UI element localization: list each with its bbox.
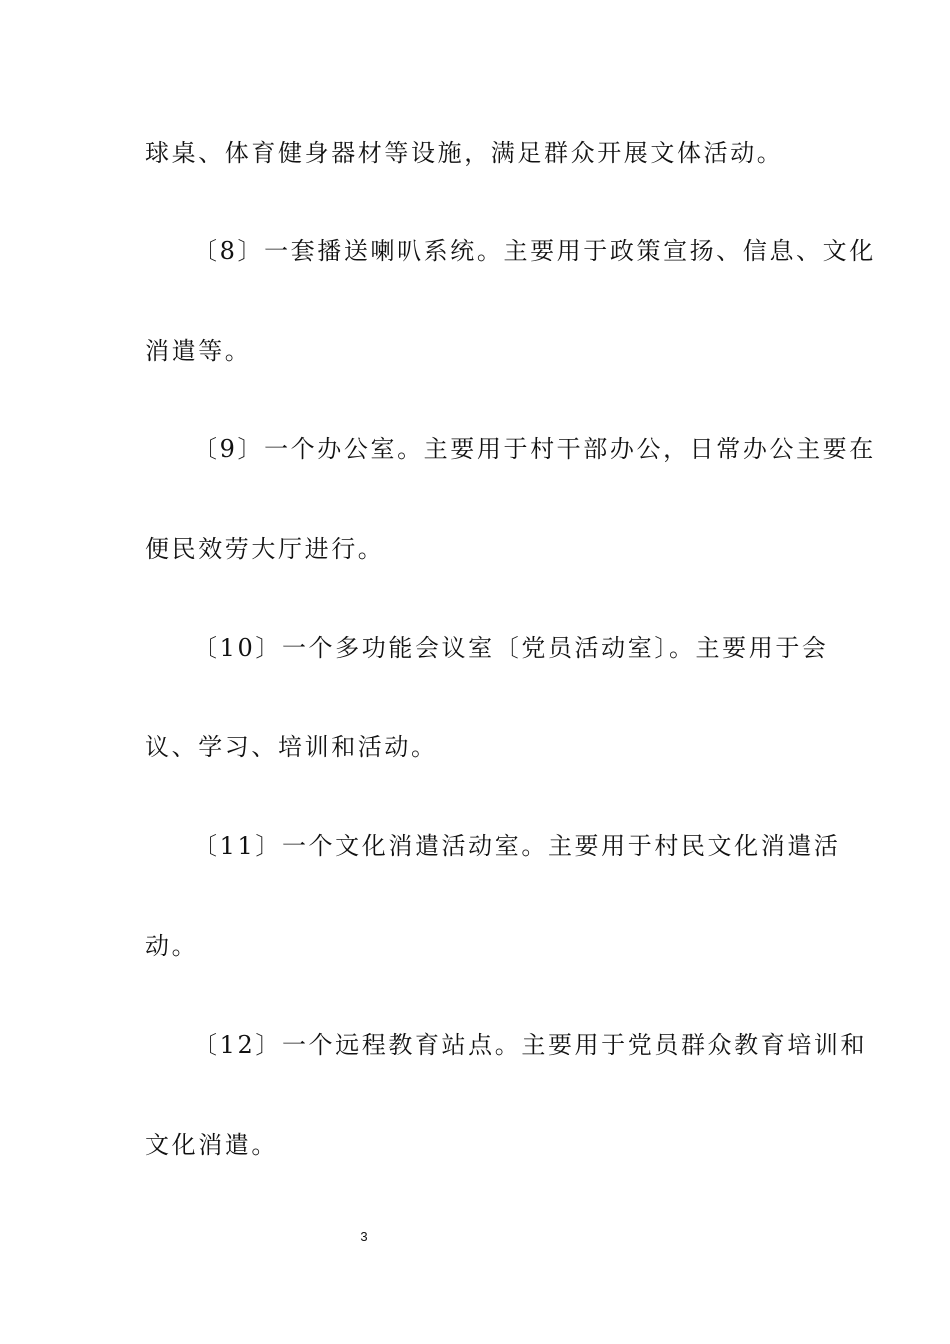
text-line: 便民效劳大厅进行。 [145,535,385,563]
text-line: 动。 [145,932,199,960]
paragraph-item-9: 〔9〕一个办公室。主要用于村干部办公，日常办公主要在 [193,435,876,463]
paragraph-item-12: 〔12〕一个远程教育站点。主要用于党员群众教育培训和 [193,1031,868,1059]
paragraph-item-11: 〔11〕一个文化消遣活动室。主要用于村民文化消遣活 [193,832,841,860]
text-line: 球桌、体育健身器材等设施，满足群众开展文体活动。 [145,139,784,167]
text-line: 议、学习、培训和活动。 [145,733,438,761]
page-number: 3 [360,1229,368,1244]
text-line: 文化消遣。 [145,1131,278,1159]
paragraph-item-8: 〔8〕一套播送喇叭系统。主要用于政策宣扬、信息、文化 [193,237,876,265]
text-line: 消遣等。 [145,337,252,365]
paragraph-item-10: 〔10〕一个多功能会议室〔党员活动室〕。主要用于会 [193,634,829,662]
